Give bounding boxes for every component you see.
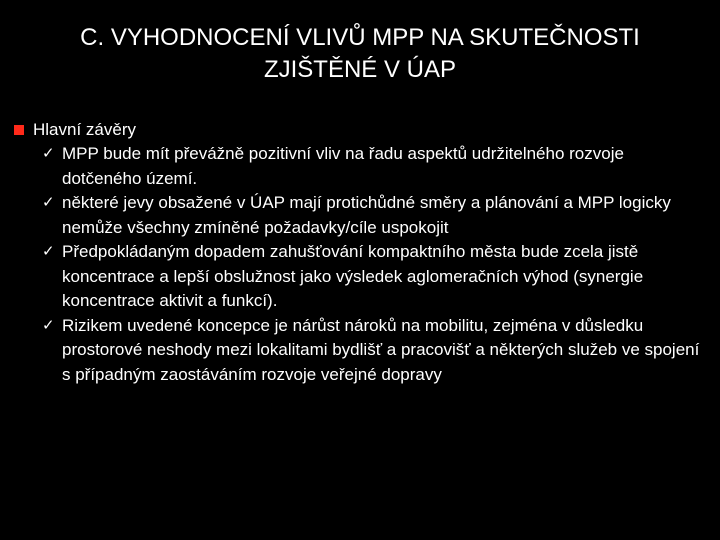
main-bullet-label: Hlavní závěry	[33, 120, 136, 139]
conclusions-list	[14, 142, 714, 387]
checkmark-icon: ✓	[42, 194, 55, 211]
list-item-text: některé jevy obsažené v ÚAP mají protichůdné směry a plánování a MPP logicky nemůže všechny zmíněné požadavky/cíle uspokojit	[62, 193, 671, 237]
list-item	[42, 142, 714, 191]
list-item-text: Předpokládaným dopadem zahušťování kompaktního města bude zcela jistě koncentrace a lepší obslužnost jako výsledek aglomeračních výhod (synergie koncentrace aktivit a funkcí).	[62, 242, 644, 310]
list-item	[42, 191, 714, 240]
main-bullet	[14, 118, 714, 142]
checkmark-icon: ✓	[42, 243, 55, 260]
list-item	[42, 240, 714, 314]
list-item	[42, 314, 714, 388]
square-bullet-icon	[14, 125, 24, 135]
slide-title	[0, 22, 720, 86]
title-line-1: C. VYHODNOCENÍ VLIVŮ MPP NA SKUTEČNOSTI	[80, 24, 640, 51]
checkmark-icon: ✓	[42, 316, 55, 334]
title-line-2: ZJIŠTĚNÉ V ÚAP	[263, 56, 457, 83]
slide-content	[14, 118, 714, 387]
list-item-text: Rizikem uvedené koncepce je nárůst nároků na mobilitu, zejména v důsledku prostorové neshody mezi lokalitami bydlišť a pracovišť a některých služeb ve spojení s případným zaostáváním rozvoje veřejné dopravy	[62, 315, 700, 384]
checkmark-icon: ✓	[42, 145, 55, 162]
list-item-text: MPP bude mít převážně pozitivní vliv na řadu aspektů udržitelného rozvoje dotčeného území.	[62, 144, 624, 188]
